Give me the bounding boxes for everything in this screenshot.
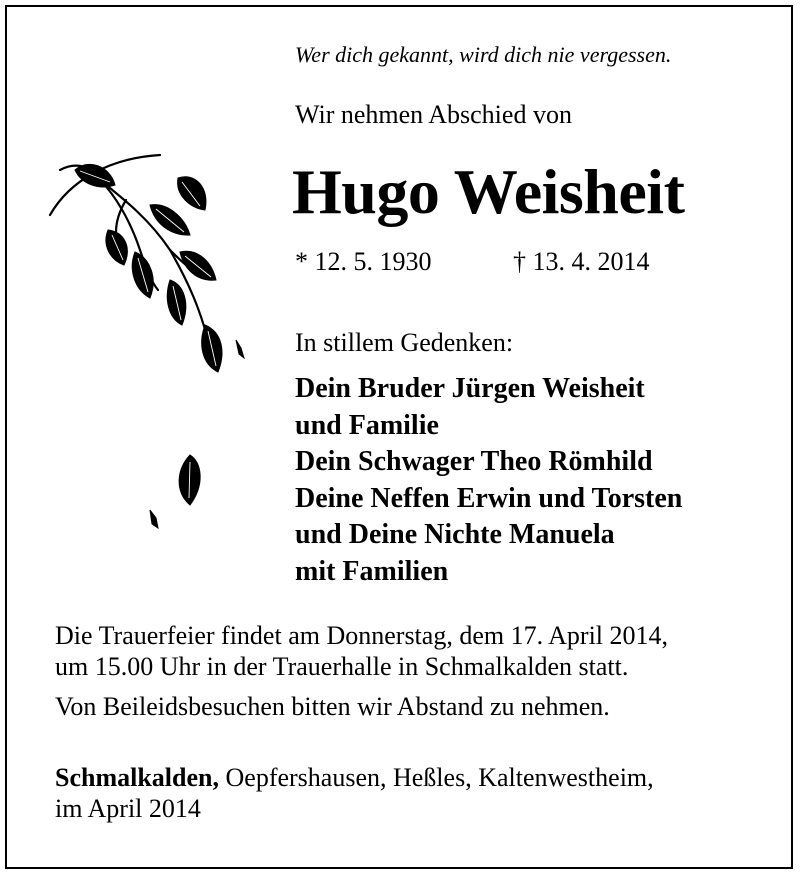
death-date: † 13. 4. 2014: [513, 247, 650, 276]
memory-label: In stillem Gedenken:: [295, 328, 514, 357]
place-rest: Oepfershausen, Heßles, Kaltenwestheim,: [219, 763, 654, 792]
service-line: Die Trauerfeier findet am Donnerstag, dem 17. April 2014,: [55, 621, 669, 650]
places-line: [55, 762, 654, 793]
mourner-line: Deine Neffen Erwin und Torsten: [295, 482, 683, 514]
mourner-line: Dein Bruder Jürgen Weisheit: [295, 373, 645, 404]
condolence-note: Von Beileidsbesuchen bitten wir Abstand zu nehmen.: [55, 692, 610, 721]
date-line: im April 2014: [55, 794, 201, 823]
mourners-list: [295, 371, 682, 590]
place-main: Schmalkalden,: [55, 763, 219, 792]
motto: Wer dich gekannt, wird dich nie vergessen.: [295, 42, 672, 67]
deceased-name: Hugo Weisheit: [292, 156, 685, 227]
service-line: um 15.00 Uhr in der Trauerhalle in Schmalkalden statt.: [55, 652, 629, 681]
mourner-line: und Familie: [295, 409, 439, 441]
mourner-line: Dein Schwager Theo Römhild: [295, 446, 653, 477]
birth-date: * 12. 5. 1930: [295, 247, 432, 276]
mourner-line: mit Familien: [295, 555, 449, 587]
mourner-line: und Deine Nichte Manuela: [295, 519, 615, 550]
place-and-date: [55, 762, 654, 824]
intro-text: Wir nehmen Abschied von: [295, 100, 572, 129]
service-info: [55, 620, 668, 682]
birch-branch-icon: [40, 140, 260, 540]
